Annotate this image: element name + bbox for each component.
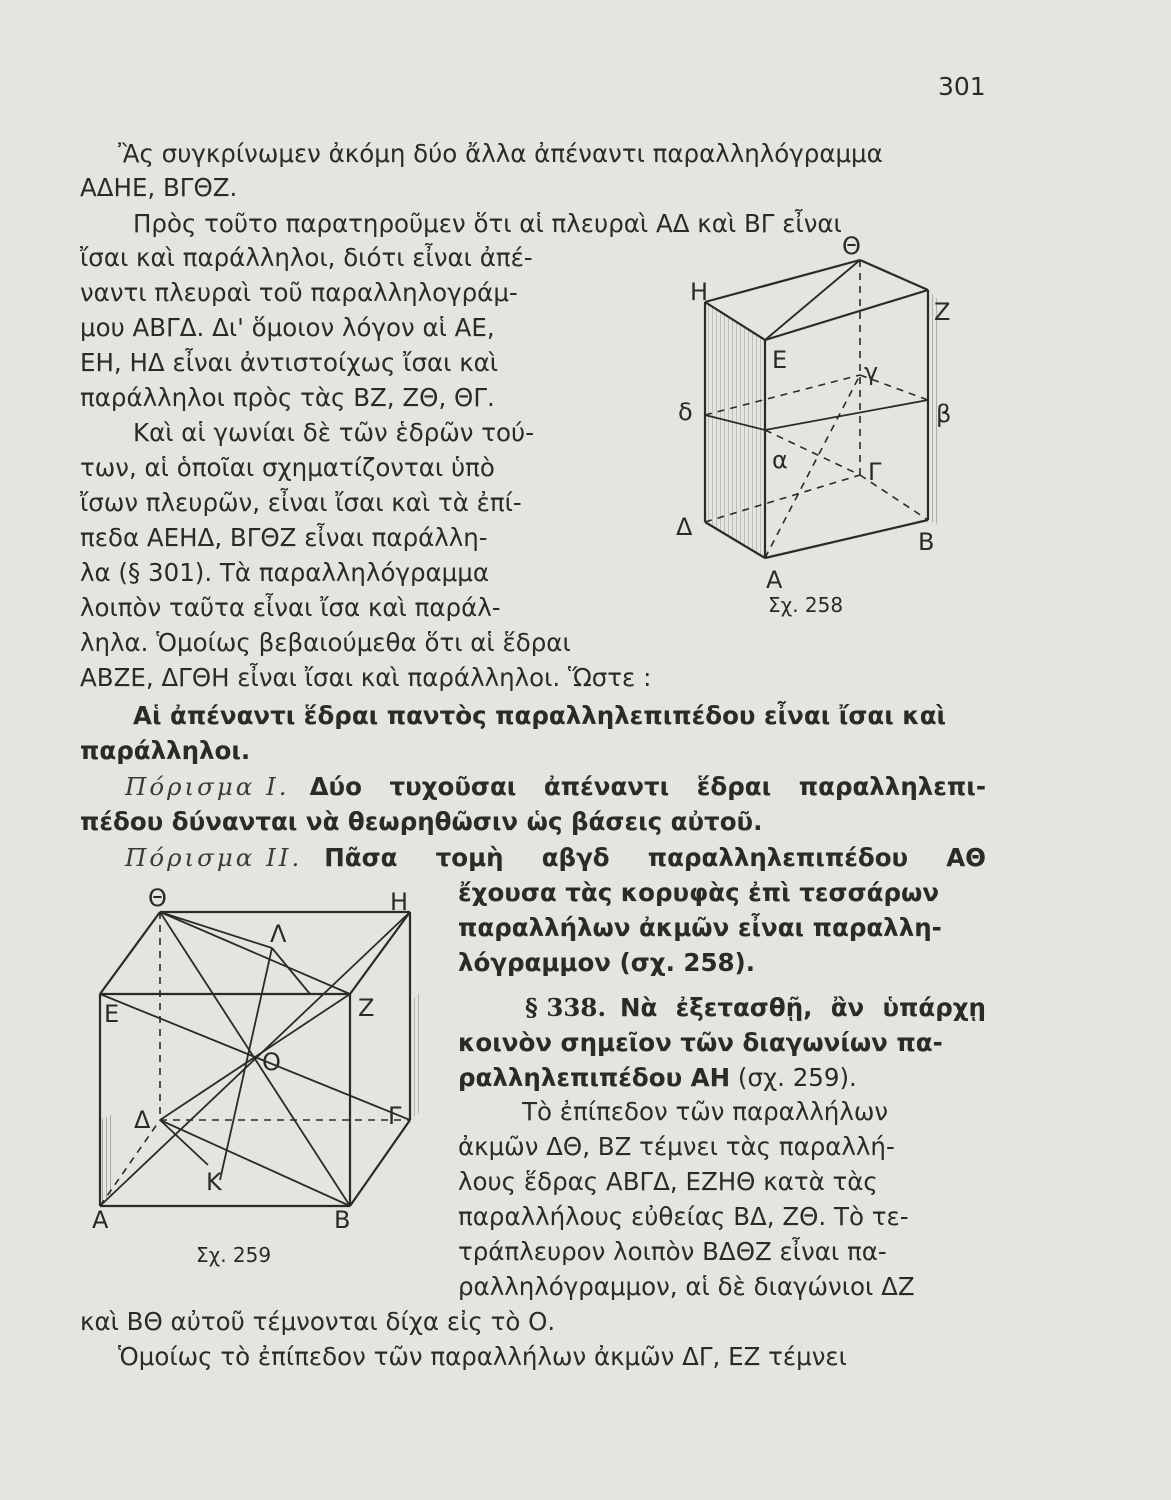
text-line-14: λοιπὸν ταῦτα εἶναι ἴσα καὶ παράλ- bbox=[80, 593, 501, 622]
theorem-line-2: παράλληλοι. bbox=[80, 736, 251, 765]
text-line-8: παράλληλοι πρὸς τὰς ΒΖ, ΖΘ, ΘΓ. bbox=[80, 383, 495, 412]
proof-line-3: λους ἕδρας ΑΒΓΔ, ΕΖΗΘ κατὰ τὰς bbox=[458, 1167, 878, 1196]
fig259-label-Z: Ζ bbox=[358, 994, 375, 1022]
fig259-label-O: Ο bbox=[262, 1048, 281, 1076]
section-number: § 338. bbox=[525, 993, 607, 1022]
text-line-3: Πρὸς τοῦτο παρατηροῦμεν ὅτι αἱ πλευραὶ ΑΔ καὶ ΒΓ εἶναι bbox=[133, 209, 842, 238]
text-line-12: πεδα ΑΕΗΔ, ΒΓΘΖ εἶναι παράλλη- bbox=[80, 523, 488, 552]
corollary-2-line-4: λόγραμμον (σχ. 258). bbox=[458, 948, 756, 977]
proof-line-5: τράπλευρον λοιπὸν ΒΔΘΖ εἶναι πα- bbox=[458, 1237, 887, 1266]
page-number: 301 bbox=[938, 72, 986, 101]
corollary-1-line-2: πέδου δύνανται νὰ θεωρηθῶσιν ὡς βάσεις αὐτοῦ. bbox=[80, 807, 763, 836]
fig258-label-E: Ε bbox=[772, 346, 788, 374]
corollary-2-line-3: παραλλήλων ἀκμῶν εἶναι παραλλη- bbox=[458, 913, 942, 942]
fig258-label-beta-small: β bbox=[936, 400, 952, 428]
corollary-2-text: Πᾶσα τομὴ αβγδ παραλληλεπιπέδου ΑΘ bbox=[324, 843, 986, 872]
section-338-ref: (σχ. 259). bbox=[737, 1063, 857, 1092]
figure-258-drawing bbox=[660, 232, 980, 600]
figure-259-drawing bbox=[90, 884, 440, 1234]
section-338-line-3 bbox=[458, 1061, 857, 1095]
fig259-label-K: Κ bbox=[206, 1168, 222, 1196]
text-line-11: ἴσων πλευρῶν, εἶναι ἴσαι καὶ τὰ ἐπί- bbox=[80, 488, 522, 517]
fig258-label-delta-small: δ bbox=[678, 398, 693, 426]
fig258-label-Z: Ζ bbox=[934, 298, 951, 326]
text-line-5: ναντι πλευραὶ τοῦ παραλληλογράμ- bbox=[80, 278, 518, 307]
text-line-2: ΑΔΗΕ, ΒΓΘΖ. bbox=[80, 173, 238, 202]
fig258-label-H: Η bbox=[690, 278, 709, 306]
corollary-2-line-1 bbox=[125, 841, 986, 875]
figure-259-edges bbox=[100, 912, 420, 1206]
text-line-9: Καὶ αἱ γωνίαι δὲ τῶν ἑδρῶν τού- bbox=[133, 418, 535, 447]
fig259-label-Delta: Δ bbox=[134, 1106, 151, 1134]
text-line-13: λα (§ 301). Τὰ παραλληλόγραμμα bbox=[80, 558, 489, 587]
section-338-line-1 bbox=[525, 991, 986, 1025]
corollary-2-label: Πόρισμα ΙΙ. bbox=[125, 843, 303, 872]
fig258-label-B: Β bbox=[918, 528, 935, 556]
text-line-6: μου ΑΒΓΔ. Δι' ὅμοιον λόγον αἱ ΑΕ, bbox=[80, 313, 495, 342]
fig259-label-Gamma: Γ bbox=[388, 1102, 402, 1130]
text-line-16: ΑΒΖΕ, ΔΓΘΗ εἶναι ἴσαι καὶ παράλληλοι. Ὥστε : bbox=[80, 663, 652, 692]
fig258-label-A: Α bbox=[766, 566, 783, 594]
corollary-1-text: Δύο τυχοῦσαι ἀπέναντι ἕδραι παραλληλεπι- bbox=[309, 772, 986, 801]
proof-line-6: ραλληλόγραμμον, αἱ δὲ διαγώνιοι ΔΖ bbox=[458, 1272, 915, 1301]
fig259-label-A: Α bbox=[92, 1206, 109, 1234]
theorem-line-1: Αἱ ἀπέναντι ἕδραι παντὸς παραλληλεπιπέδου εἶναι ἴσαι καὶ bbox=[133, 701, 947, 730]
fig258-label-alpha-small: α bbox=[772, 446, 788, 474]
proof-line-1: Τὸ ἐπίπεδον τῶν παραλλήλων bbox=[522, 1097, 889, 1126]
text-line-4: ἴσαι καὶ παράλληλοι, διότι εἶναι ἀπέ- bbox=[80, 243, 533, 272]
text-line-15: ληλα. Ὁμοίως βεβαιούμεθα ὅτι αἱ ἕδραι bbox=[80, 628, 571, 657]
figure-258-edges bbox=[705, 260, 940, 558]
proof-line-2: ἀκμῶν ΔΘ, ΒΖ τέμνει τὰς παραλλή- bbox=[458, 1132, 895, 1161]
proof-line-4: παραλλήλους εὐθείας ΒΔ, ΖΘ. Τὸ τε- bbox=[458, 1202, 909, 1231]
corollary-1-label: Πόρισμα Ι. bbox=[125, 772, 290, 801]
figure-259 bbox=[90, 884, 440, 1234]
fig258-label-gamma-small: γ bbox=[864, 358, 879, 386]
fig259-label-B: Β bbox=[334, 1206, 351, 1234]
proof-line-7: καὶ ΒΘ αὐτοῦ τέμνονται δίχα εἰς τὸ Ο. bbox=[80, 1307, 556, 1336]
proof-line-8: Ὁμοίως τὸ ἐπίπεδον τῶν παραλλήλων ἀκμῶν ΔΓ, ΕΖ τέμνει bbox=[118, 1342, 847, 1371]
corollary-2-line-2: ἔχουσα τὰς κορυφὰς ἐπὶ τεσσάρων bbox=[458, 878, 940, 907]
fig258-label-Theta: Θ bbox=[842, 232, 861, 260]
fig258-label-Delta: Δ bbox=[676, 513, 693, 541]
figure-259-caption: Σχ. 259 bbox=[196, 1243, 272, 1267]
text-line-10: των, αἱ ὁποῖαι σχηματίζονται ὑπὸ bbox=[80, 453, 495, 482]
fig259-label-Lambda: Λ bbox=[270, 920, 287, 948]
section-338-line-2: κοινὸν σημεῖον τῶν διαγωνίων πα- bbox=[458, 1028, 943, 1057]
fig259-label-Theta: Θ bbox=[148, 884, 167, 912]
corollary-1-line-1 bbox=[125, 770, 986, 804]
fig258-label-Gamma: Γ bbox=[868, 458, 882, 486]
section-338-title: Νὰ ἐξετασθῇ, ἂν ὑπάρχῃ bbox=[620, 993, 986, 1022]
figure-258 bbox=[660, 232, 980, 600]
fig259-label-E: Ε bbox=[104, 1000, 120, 1028]
section-338-title-end: ραλληλεπιπέδου ΑΗ bbox=[458, 1063, 731, 1092]
text-line-7: ΕΗ, ΗΔ εἶναι ἀντιστοίχως ἴσαι καὶ bbox=[80, 348, 499, 377]
fig259-label-H: Η bbox=[390, 888, 409, 916]
text-line-1: Ἂς συγκρίνωμεν ἀκόμη δύο ἄλλα ἀπέναντι παραλληλόγραμμα bbox=[118, 139, 883, 168]
figure-258-caption: Σχ. 258 bbox=[768, 593, 844, 617]
